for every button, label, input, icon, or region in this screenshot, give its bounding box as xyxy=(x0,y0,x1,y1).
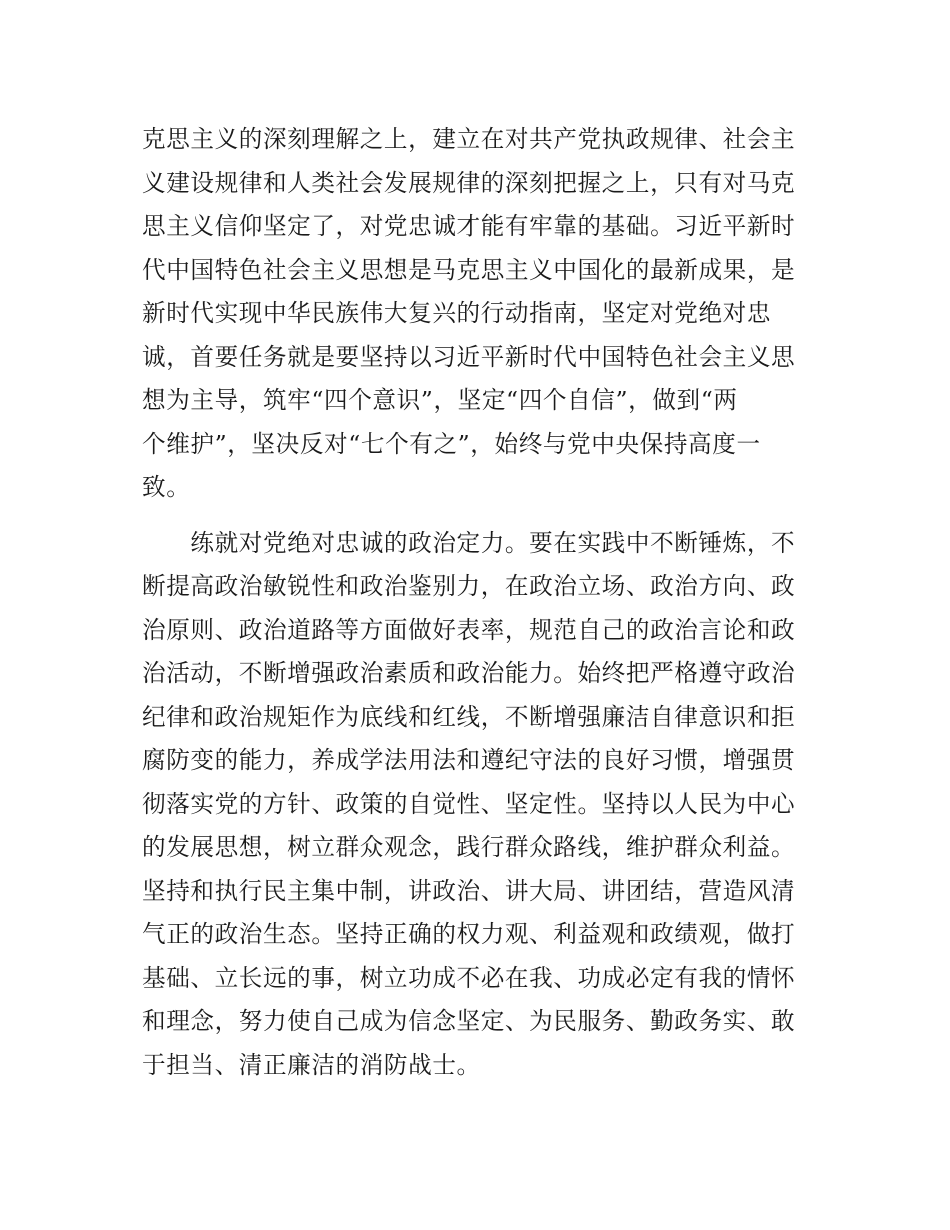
text-line: 克思主义的深刻理解之上，建立在对共产党执政规律、社会主 xyxy=(142,125,796,153)
text-line: 思主义信仰坚定了，对党忠诚才能有牢靠的基础。习近平新时 xyxy=(142,212,796,240)
text-line: 断提高政治敏锐性和政治鉴别力，在政治立场、政治方向、政 xyxy=(142,572,796,600)
text-line: 的发展思想，树立群众观念，践行群众路线，维护群众利益。 xyxy=(142,833,796,861)
text-line: 基础、立长远的事，树立功成不必在我、功成必定有我的情怀 xyxy=(142,963,796,992)
paragraph-1 xyxy=(142,118,814,510)
document-body xyxy=(142,118,814,1087)
text-line: 致。 xyxy=(142,473,191,501)
text-line: 治活动，不断增强政治素质和政治能力。始终把严格遵守政治 xyxy=(142,659,796,687)
text-line: 练就对党绝对忠诚的政治定力。要在实践中不断锤炼，不 xyxy=(142,528,796,557)
text-line: 个维护”，坚决反对“七个有之”，始终与党中央保持高度一 xyxy=(142,429,761,458)
paragraph-2 xyxy=(142,522,814,1088)
text-line: 治原则、政治道路等方面做好表率，规范自己的政治言论和政 xyxy=(142,615,796,644)
text-line: 诚，首要任务就是要坚持以习近平新时代中国特色社会主义思 xyxy=(142,342,796,371)
text-line: 气正的政治生态。坚持正确的权力观、利益观和政绩观，做打 xyxy=(142,920,796,948)
text-line: 义建设规律和人类社会发展规律的深刻把握之上，只有对马克 xyxy=(142,168,796,197)
text-line: 纪律和政治规矩作为底线和红线，不断增强廉洁自律意识和拒 xyxy=(142,702,796,731)
text-line: 代中国特色社会主义思想是马克思主义中国化的最新成果，是 xyxy=(142,255,796,284)
text-line: 坚持和执行民主集中制，讲政治、讲大局、讲团结，营造风清 xyxy=(142,876,796,905)
text-line: 彻落实党的方针、政策的自觉性、坚定性。坚持以人民为中心 xyxy=(142,789,796,818)
text-line: 于担当、清正廉洁的消防战士。 xyxy=(142,1050,481,1079)
text-line: 新时代实现中华民族伟大复兴的行动指南，坚定对党绝对忠 xyxy=(142,299,772,327)
text-line: 和理念，努力使自己成为信念坚定、为民服务、勤政务实、敢 xyxy=(142,1007,796,1035)
text-line: 腐防变的能力，养成学法用法和遵纪守法的良好习惯，增强贯 xyxy=(142,746,796,774)
text-line: 想为主导，筑牢“四个意识”，坚定“四个自信”，做到“两 xyxy=(142,386,738,414)
